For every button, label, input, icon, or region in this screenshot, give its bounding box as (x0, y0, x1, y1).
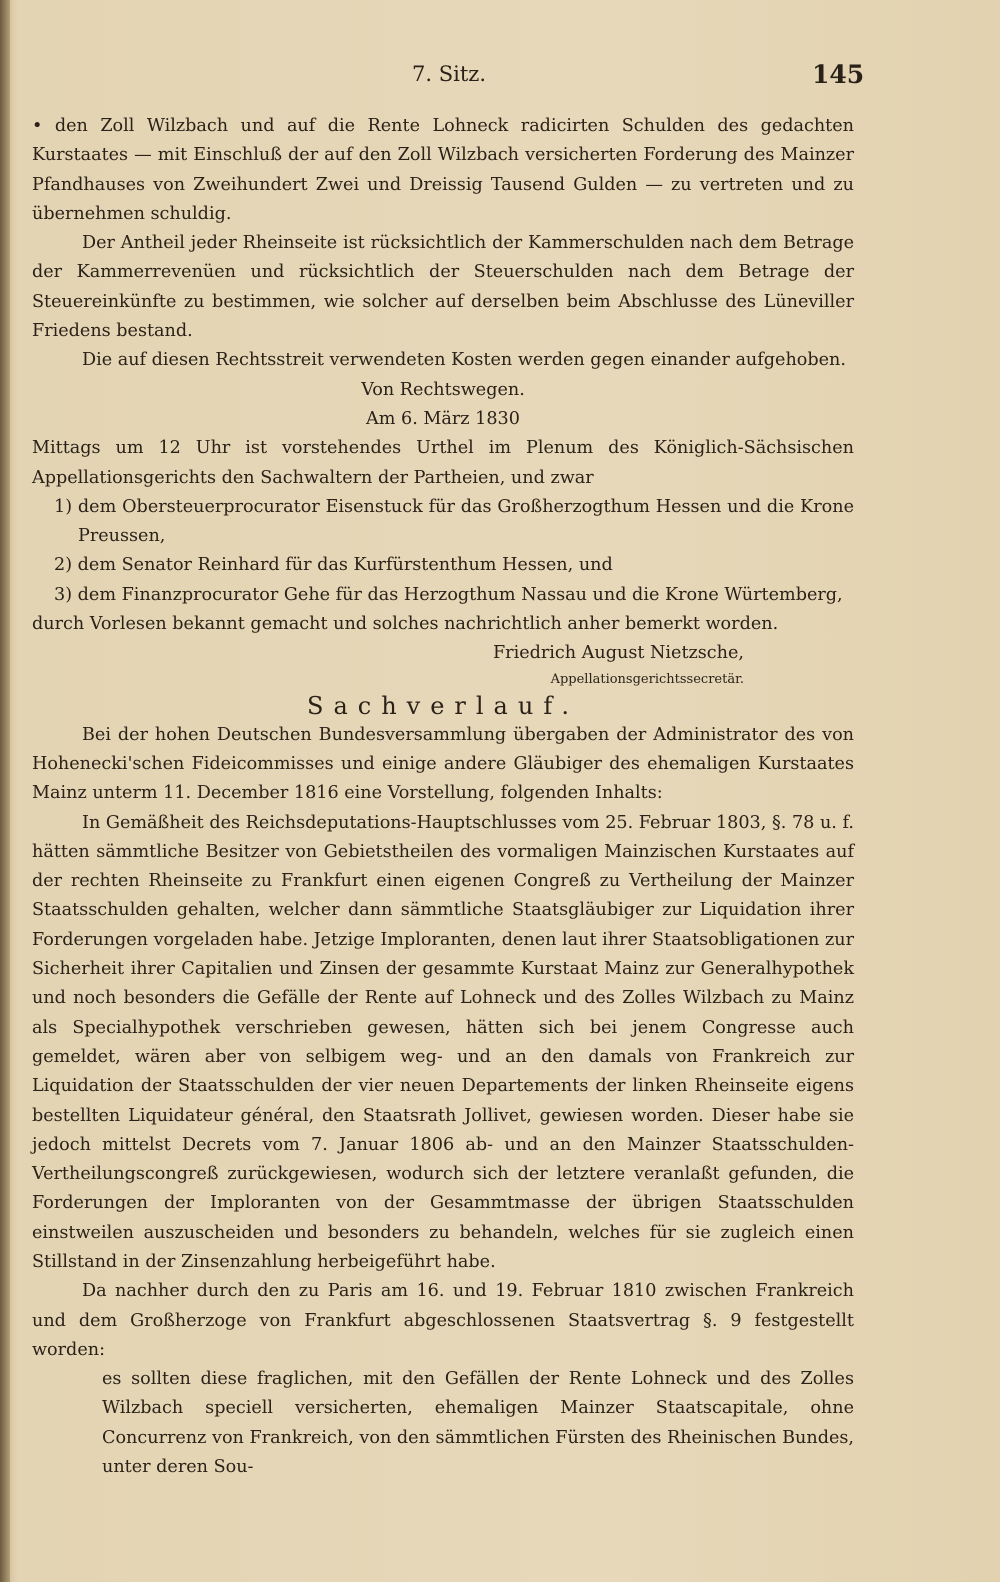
running-header (0, 62, 1000, 102)
paragraph: Mittags um 12 Uhr ist vorstehendes Urthel im Plenum des Königlich-Sächsischen Appellationsgerichts den Sachwaltern der Partheien, und zwar (32, 438, 854, 488)
quoted-passage: es sollten diese fraglichen, mit den Gefällen der Rente Lohneck und des Zolles Wilzbach speciell versicherten, ehemaligen Mainzer Staatscapitale, ohne Concurrenz von Frankreich, von den sämmtlichen Fürsten des Rheinischen Bundes, unter deren Sou- (102, 1369, 854, 1478)
enumerated-item: 1) dem Obersteuerprocurator Eisenstuck für das Großherzogthum Hessen und die Krone Preussen, (54, 496, 854, 547)
paragraph: Die auf diesen Rechtsstreit verwendeten Kosten werden gegen einander aufgehoben. (82, 350, 846, 371)
enumerated-item: 2) dem Senator Reinhard für das Kurfürstenthum Hessen, und (54, 555, 613, 576)
enumerated-item: 3) dem Finanzprocurator Gehe für das Herzogthum Nassau und die Krone Würtemberg, (54, 584, 843, 605)
section-title: Sachverlauf. (307, 691, 579, 720)
paragraph: Da nachher durch den zu Paris am 16. und 19. Februar 1810 zwischen Frankreich und dem Großherzoge von Frankfurt abgeschlossenen Staatsvertrag §. 9 festgestellt worden: (32, 1281, 854, 1360)
book-spine-edge (0, 0, 10, 1582)
signature-name: Friedrich August Nietzsche, (492, 643, 744, 664)
date-line: Am 6. März 1830 (366, 408, 520, 429)
paragraph: • den Zoll Wilzbach und auf die Rente Lohneck radicirten Schulden des gedachten Kurstaates — mit Einschluß der auf den Zoll Wilzbach versicherten Forderung des Mainzer Pfandhauses von Zweihundert Zwei und Dreissig Tausend Gulden — zu vertreten und zu übernehmen schuldig. (32, 116, 854, 224)
signature-title: Appellationsgerichtssecretär. (550, 671, 744, 687)
verdict-closing: Von Rechtswegen. (361, 379, 525, 400)
paragraph: durch Vorlesen bekannt gemacht und solches nachrichtlich anher bemerkt worden. (32, 614, 779, 635)
paragraph: Bei der hohen Deutschen Bundesversammlung übergaben der Administrator des von Hohenecki'schen Fideicommisses und einige andere Gläubiger des ehemaligen Kurstaates Mainz unterm 11. December 1816 eine Vorstellung, folgenden Inhalts: (32, 724, 854, 804)
section-marker: 7. Sitz. (412, 62, 486, 86)
page-body (32, 112, 854, 1482)
paragraph: Der Antheil jeder Rheinseite ist rücksichtlich der Kammerschulden nach dem Betrage der Kammerrevenüen und rücksichtlich der Steuerschulden nach dem Betrage der Steuereinkünfte zu bestimmen, wie solcher auf derselben beim Abschlusse des Lüneviller Friedens bestand. (32, 233, 854, 342)
page-number: 145 (812, 60, 865, 89)
paragraph: In Gemäßheit des Reichsdeputations-Hauptschlusses vom 25. Februar 1803, §. 78 u. f. hätten sämmtliche Besitzer von Gebietstheilen des vormaligen Mainzischen Kurstaates auf der rechten Rheinseite zu Frankfurt einen eigenen Congreß zu Vertheilung der Mainzer Staatsschulden gehalten, welcher dann sämmtliche Staatsgläubiger zur Liquidation ihrer Forderungen vorgeladen habe. Jetzige Imploranten, denen laut ihrer Staatsobligationen zur Sicherheit ihrer Capitalien und Zinsen der gesammte Kurstaat Mainz zur Generalhypothek und noch besonders die Gefälle der Rente auf Lohneck und des Zolles Wilzbach zu Mainz als Specialhypothek verschrieben gewesen, hätten sich bei jenem Congresse auch gemeldet, wären aber von selbigem weg- und an den damals von Frankreich zur Liquidation der Staatsschulden der vier neuen Departements der linken Rheinseite eigens bestellten Liquidateur général, den Staatsrath Jollivet, gewiesen worden. Dieser habe sie jedoch mittelst Decrets vom 7. Januar 1806 ab- und an den Mainzer Staatsschulden-Vertheilungscongreß zurückgewiesen, wodurch sich der letztere veranlaßt gefunden, die Forderungen der Imploranten von der Gesammtmasse der übrigen Staatsschulden einstweilen auszuscheiden und besonders zu behandeln, welches für sie zugleich einen Stillstand in der Zinsenzahlung herbeigeführt habe. (32, 812, 854, 1272)
